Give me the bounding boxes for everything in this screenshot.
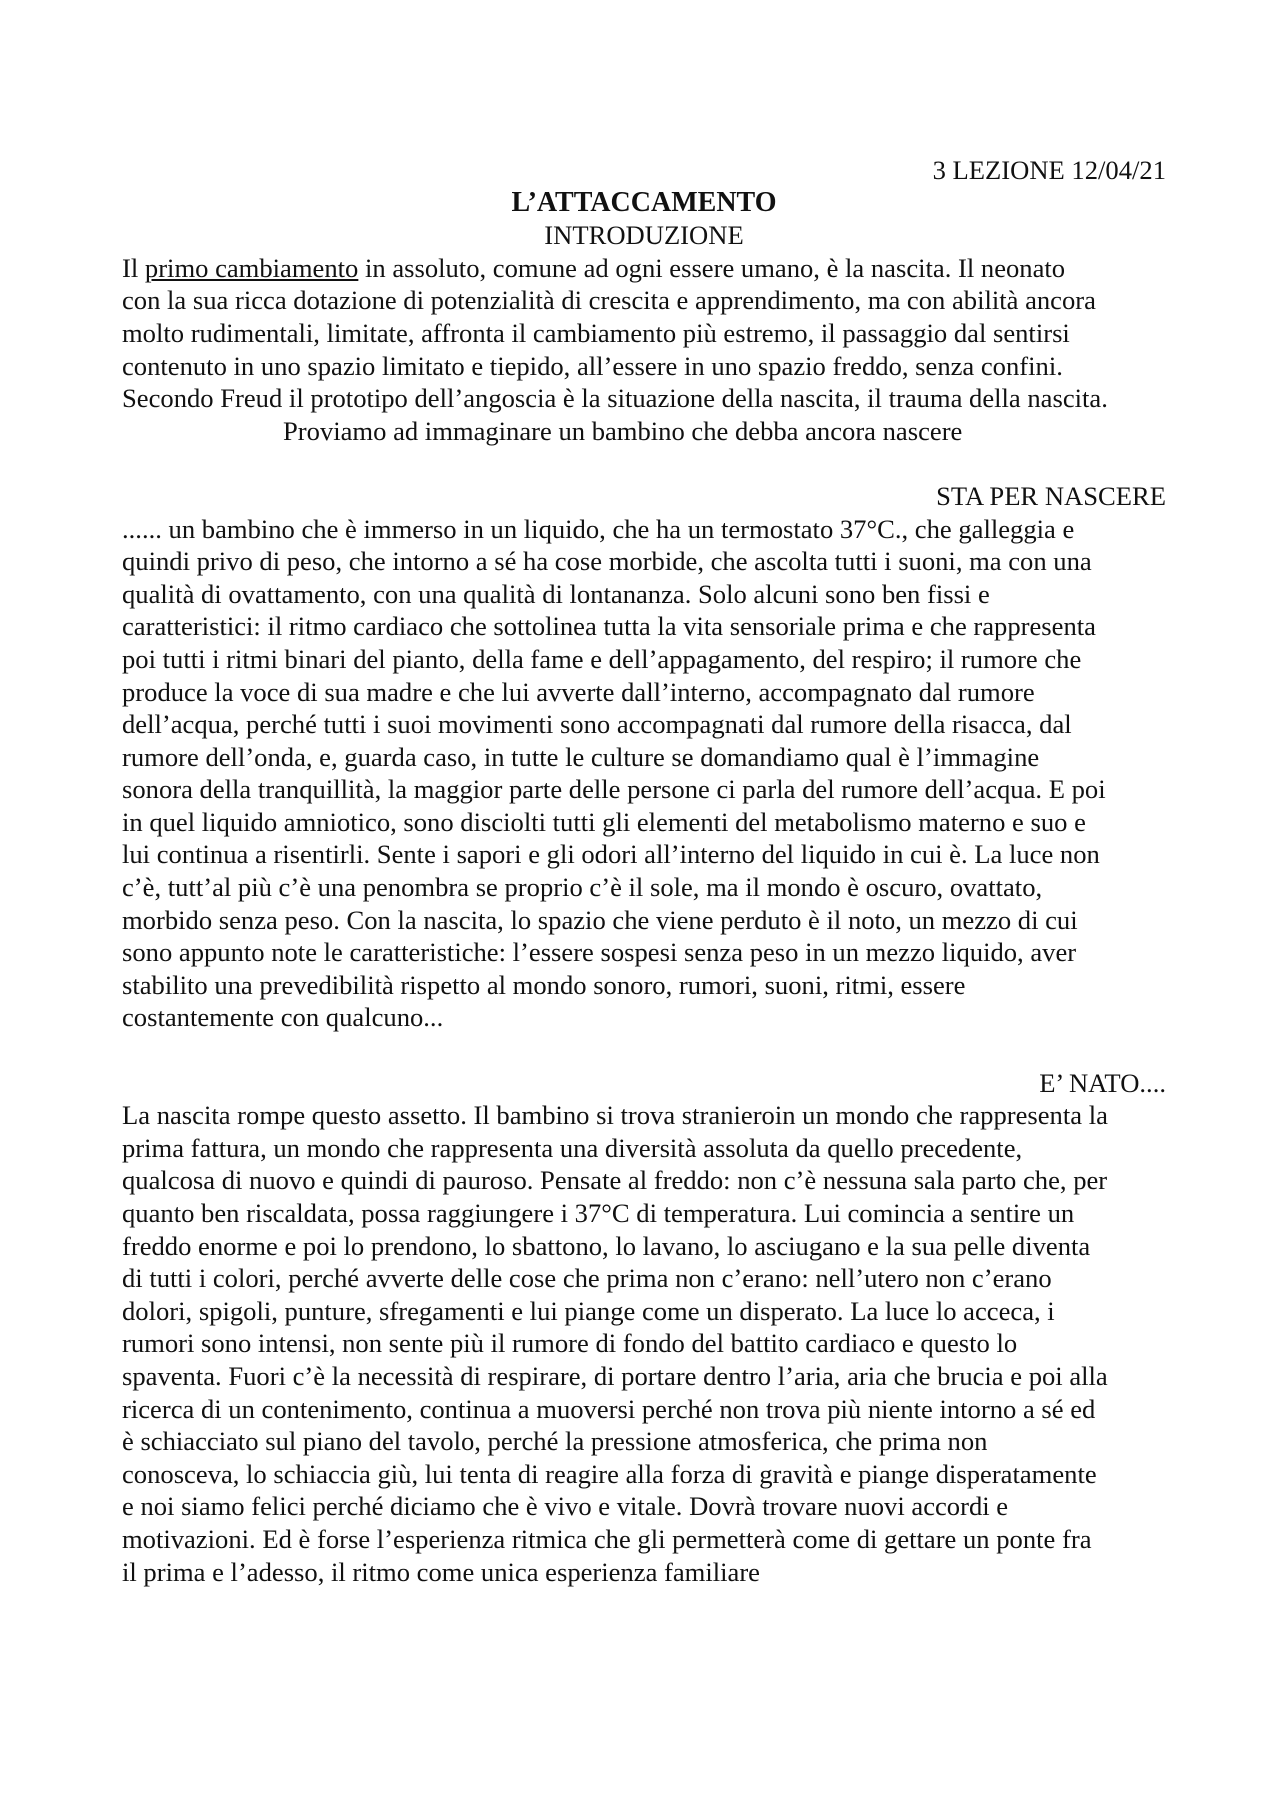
intro-line: contenuto in uno spazio limitato e tiepido, all’essere in uno spazio freddo, senza confini. — [122, 350, 1063, 381]
section2-line: prima fattura, un mondo che rappresenta una diversità assoluta da quello precedente, — [122, 1132, 1023, 1163]
section1-line: dell’acqua, perché tutti i suoi movimenti sono accompagnati dal rumore della risacca, dal — [122, 709, 1072, 740]
section2-line: freddo enorme e poi lo prendono, lo sbattono, lo lavano, lo asciugano e la sua pelle diventa — [122, 1230, 1091, 1261]
section1-line: poi tutti i ritmi binari del pianto, della fame e dell’appagamento, del respiro; il rumore che — [122, 643, 1082, 674]
spacer — [122, 1034, 1166, 1067]
intro-line-text: in assoluto, comune ad ogni essere umano, è la nascita. Il neonato — [358, 252, 1066, 283]
section2-line: e noi siamo felici perché diciamo che è vivo e vitale. Dovrà trovare nuovi accordi e — [122, 1491, 1009, 1522]
section1-line: sono appunto note le caratteristiche: l’essere sospesi senza peso in un mezzo liquido, aver — [122, 937, 1077, 968]
section2-line: La nascita rompe questo assetto. Il bambino si trova stranieroin un mondo che rappresenta la — [122, 1100, 1108, 1131]
section-heading-e-nato: E’ NATO.... — [1039, 1067, 1166, 1098]
section1-line: sonora della tranquillità, la maggior parte delle persone ci parla del rumore dell’acqua. E poi — [122, 774, 1106, 805]
section-subtitle: INTRODUZIONE — [544, 220, 744, 251]
lesson-date: 3 LEZIONE 12/04/21 — [932, 155, 1166, 185]
underlined-term: primo cambiamento — [144, 252, 359, 283]
section2-line: motivazioni. Ed è forse l’esperienza ritmica che gli permetterà come di gettare un ponte fra — [122, 1523, 1092, 1554]
intro-line — [122, 252, 1166, 285]
spacer — [122, 447, 1166, 480]
section1-paragraph — [122, 513, 1166, 1035]
section-heading-sta-per-nascere: STA PER NASCERE — [936, 480, 1166, 511]
section1-line: rumore dell’onda, e, guarda caso, in tutte le culture se domandiamo qual è l’immagine — [122, 741, 1040, 772]
section2-paragraph — [122, 1099, 1166, 1588]
intro-paragraph — [122, 252, 1166, 415]
section2-line: qualcosa di nuovo e quindi di pauroso. Pensate al freddo: non c’è nessuna sala parto che, per — [122, 1165, 1108, 1196]
section2-line: quanto ben riscaldata, possa raggiungere i 37°C di temperatura. Lui comincia a sentire un — [122, 1198, 1075, 1228]
section1-line: ...... un bambino che è immerso in un liquido, che ha un termostato 37°C., che galleggia e — [122, 513, 1075, 544]
section1-line: quindi privo di peso, che intorno a sé ha cose morbide, che ascolta tutti i suoni, ma con una — [122, 546, 1092, 577]
document-page — [122, 154, 1166, 1588]
section2-line: ricerca di un contenimento, continua a muoversi perché non trova più niente intorno a sé ed — [122, 1393, 1096, 1424]
intro-centered-line: Proviamo ad immaginare un bambino che debba ancora nascere — [283, 415, 963, 446]
section1-line: qualità di ovattamento, con una qualità di lontananza. Solo alcuni sono ben fissi e — [122, 578, 990, 609]
intro-line: molto rudimentali, limitate, affronta il cambiamento più estremo, il passaggio dal sentirsi — [122, 317, 1070, 348]
section1-line: costantemente con qualcuno... — [122, 1002, 444, 1033]
section1-line: stabilito una prevedibilità rispetto al mondo sonoro, rumori, suoni, ritmi, essere — [122, 969, 966, 1000]
intro-prefix: Il — [122, 252, 145, 283]
section1-line: in quel liquido amniotico, sono disciolti tutti gli elementi del metabolismo materno e suo e — [122, 806, 1086, 837]
section2-line: di tutti i colori, perché avverte delle cose che prima non c’erano: nell’utero non c’erano — [122, 1263, 1052, 1294]
section1-line: produce la voce di sua madre e che lui avverte dall’interno, accompagnato dal rumore — [122, 676, 1035, 707]
intro-line: con la sua ricca dotazione di potenzialità di crescita e apprendimento, ma con abilità ancora — [122, 285, 1096, 316]
section1-line: morbido senza peso. Con la nascita, lo spazio che viene perduto è il noto, un mezzo di cui — [122, 904, 1078, 935]
section2-line: conosceva, lo schiaccia giù, lui tenta di reagire alla forza di gravità e piange disperatamente — [122, 1458, 1097, 1489]
section1-line: caratteristici: il ritmo cardiaco che sottolinea tutta la vita sensoriale prima e che rappresenta — [122, 611, 1096, 642]
intro-line: Secondo Freud il prototipo dell’angoscia è la situazione della nascita, il trauma della nascita. — [122, 383, 1108, 414]
section2-line: rumori sono intensi, non sente più il rumore di fondo del battito cardiaco e questo lo — [122, 1328, 1018, 1359]
document-title: L’ATTACCAMENTO — [511, 186, 777, 218]
section2-line: dolori, spigoli, punture, sfregamenti e lui piange come un disperato. La luce lo acceca, i — [122, 1295, 1055, 1326]
section1-line: lui continua a risentirli. Sente i sapori e gli odori all’interno del liquido in cui è. La luce non — [122, 839, 1100, 870]
section2-line: spaventa. Fuori c’è la necessità di respirare, di portare dentro l’aria, aria che brucia e poi alla — [122, 1360, 1108, 1391]
section2-line: il prima e l’adesso, il ritmo come unica esperienza familiare — [122, 1556, 760, 1587]
section1-line: c’è, tutt’al più c’è una penombra se proprio c’è il sole, ma il mondo è oscuro, ovattato, — [122, 872, 1043, 903]
section2-line: è schiacciato sul piano del tavolo, perché la pressione atmosferica, che prima non — [122, 1426, 988, 1457]
